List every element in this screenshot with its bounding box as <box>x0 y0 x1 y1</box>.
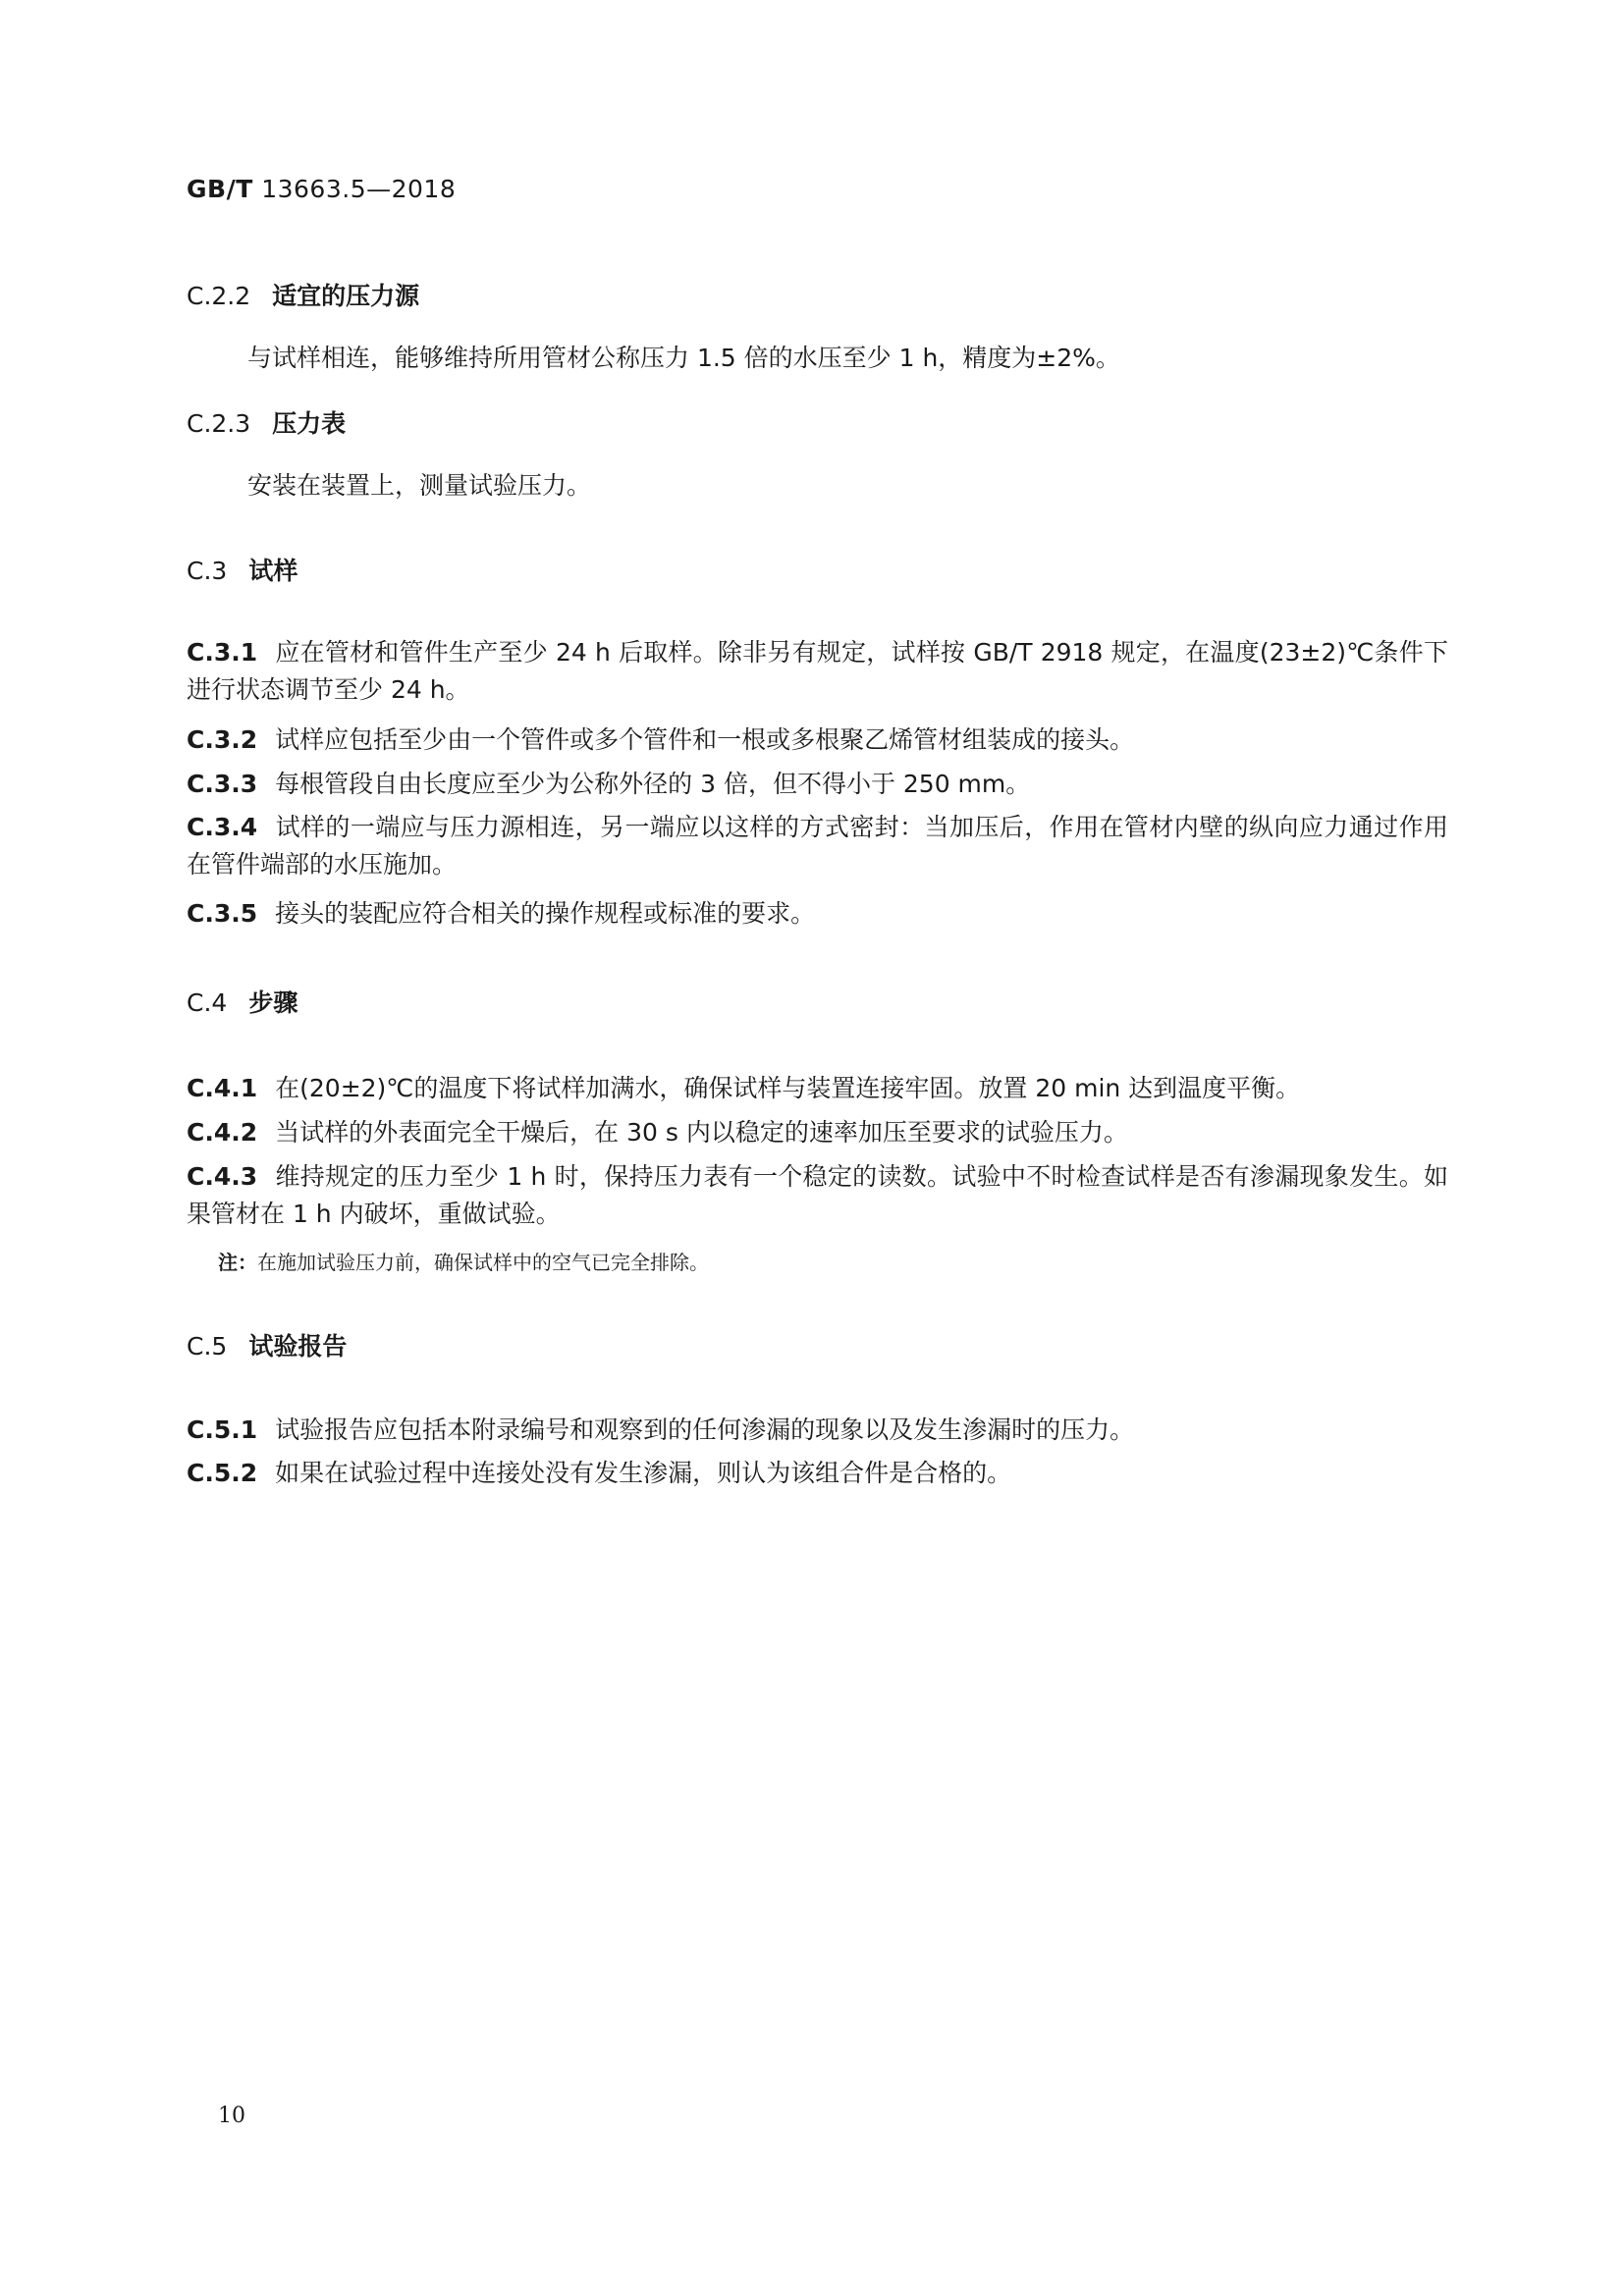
clause-text: 每根管段自由长度应至少为公称外径的 3 倍，但不得小于 250 mm。 <box>275 770 1031 798</box>
heading-number: C.3 <box>187 557 228 585</box>
paragraph-c22: 与试样相连，能够维持所用管材公称压力 1.5 倍的水压至少 1 h，精度为±2%。 <box>247 344 1120 372</box>
clause-text: 在(20±2)℃的温度下将试样加满水，确保试样与装置连接牢固。放置 20 min 达到温度平衡。 <box>275 1074 1301 1102</box>
standard-code: GB/T <box>187 175 253 203</box>
note-label: 注： <box>218 1251 257 1274</box>
clause-text: 试验报告应包括本附录编号和观察到的任何渗漏的现象以及发生渗漏时的压力。 <box>275 1415 1135 1444</box>
heading-title: 适宜的压力源 <box>272 282 420 310</box>
clause-number: C.4.3 <box>187 1162 258 1191</box>
clause-number: C.3.3 <box>187 770 258 798</box>
heading-title: 步骤 <box>248 988 298 1017</box>
heading-c5 <box>187 1327 347 1362</box>
clause-c32 <box>187 721 1448 759</box>
clause-c42 <box>187 1114 1448 1151</box>
standard-year: 13663.5—2018 <box>261 175 457 203</box>
clause-text: 如果在试验过程中连接处没有发生渗漏，则认为该组合件是合格的。 <box>275 1459 1012 1487</box>
clause-number: C.3.4 <box>187 813 258 841</box>
clause-c43 <box>187 1158 1448 1233</box>
clause-number: C.3.5 <box>187 899 258 928</box>
heading-c23 <box>187 404 346 440</box>
clause-number: C.5.1 <box>187 1415 258 1444</box>
clause-text: 维持规定的压力至少 1 h 时，保持压力表有一个稳定的读数。试验中不时检查试样是否有渗漏现象发生。如果管材在 1 h 内破坏，重做试验。 <box>187 1162 1448 1228</box>
heading-c3 <box>187 552 298 587</box>
heading-c4 <box>187 984 298 1019</box>
clause-c41 <box>187 1070 1448 1107</box>
heading-number: C.2.3 <box>187 409 251 438</box>
standard-number <box>187 175 456 203</box>
heading-number: C.4 <box>187 988 228 1017</box>
clause-number: C.4.2 <box>187 1118 258 1147</box>
clause-c51 <box>187 1412 1448 1449</box>
heading-title: 试验报告 <box>248 1332 348 1361</box>
clause-c52 <box>187 1455 1448 1492</box>
clause-number: C.4.1 <box>187 1074 258 1102</box>
clause-text: 试样应包括至少由一个管件或多个管件和一根或多根聚乙烯管材组装成的接头。 <box>275 725 1135 754</box>
note-text: 在施加试验压力前，确保试样中的空气已完全排除。 <box>257 1251 709 1274</box>
clause-c35 <box>187 895 1448 933</box>
heading-number: C.2.2 <box>187 282 251 310</box>
clause-c33 <box>187 766 1448 803</box>
heading-number: C.5 <box>187 1332 228 1361</box>
clause-number: C.3.1 <box>187 638 258 667</box>
heading-title: 试样 <box>248 557 298 585</box>
clause-c31 <box>187 634 1448 709</box>
note <box>218 1247 709 1275</box>
heading-c22 <box>187 277 419 312</box>
clause-number: C.3.2 <box>187 725 258 754</box>
clause-number: C.5.2 <box>187 1459 258 1487</box>
paragraph-c23: 安装在装置上，测量试验压力。 <box>247 471 592 500</box>
clause-text: 当试样的外表面完全干燥后，在 30 s 内以稳定的速率加压至要求的试验压力。 <box>275 1118 1128 1147</box>
clause-text: 应在管材和管件生产至少 24 h 后取样。除非另有规定，试样按 GB/T 2918 规定，在温度(23±2)℃条件下进行状态调节至少 24 h。 <box>187 638 1448 704</box>
clause-c34 <box>187 809 1448 883</box>
page-number: 10 <box>218 2104 245 2128</box>
heading-title: 压力表 <box>272 409 347 438</box>
clause-text: 接头的装配应符合相关的操作规程或标准的要求。 <box>275 899 816 928</box>
clause-text: 试样的一端应与压力源相连，另一端应以这样的方式密封：当加压后，作用在管材内壁的纵向应力通过作用在管件端部的水压施加。 <box>187 813 1448 879</box>
